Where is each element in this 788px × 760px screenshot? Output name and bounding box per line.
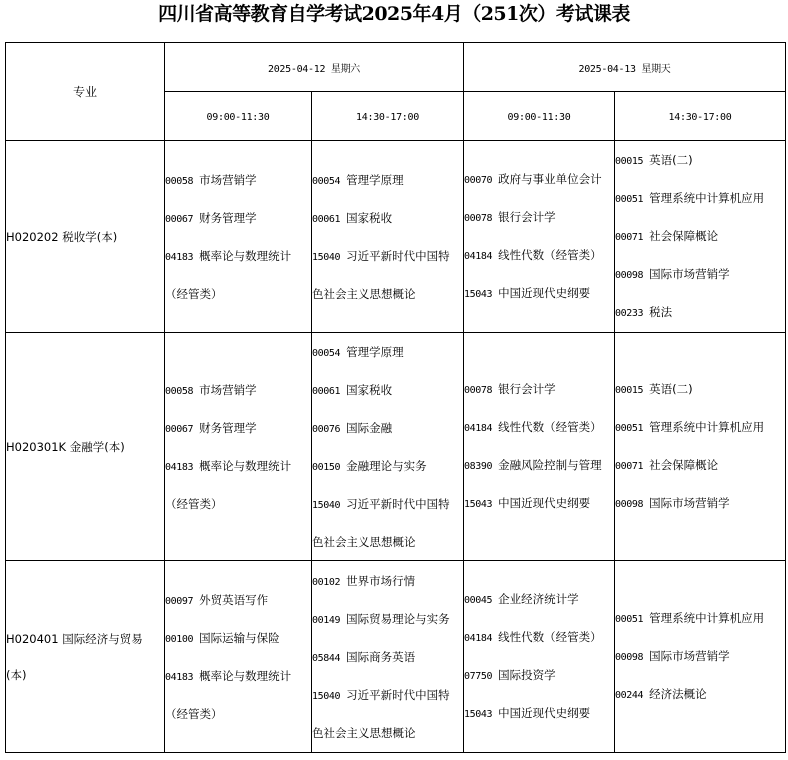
- course-name: 英语(二): [649, 381, 693, 396]
- course-name: 国际商务英语: [346, 649, 416, 664]
- course-name: 金融理论与实务: [346, 458, 427, 473]
- course-name: 管理学原理: [346, 344, 404, 359]
- course-code: 00071: [615, 231, 644, 243]
- course-item: [464, 275, 614, 313]
- course-item: [464, 619, 614, 657]
- course-code: 00067: [165, 213, 194, 225]
- course-name: 财务管理学: [199, 420, 257, 435]
- course-item: [165, 238, 311, 276]
- course-code: 00076: [312, 423, 341, 435]
- table-row: [6, 333, 786, 561]
- exam-slot-cell: [165, 141, 312, 333]
- course-name: 习近平新时代中国特: [346, 248, 450, 263]
- course-name: 国际金融: [346, 420, 393, 435]
- course-item: [615, 180, 785, 218]
- course-name: 国际贸易理论与实务: [346, 611, 450, 626]
- course-name: 概率论与数理统计: [199, 458, 292, 473]
- course-name: 社会保障概论: [649, 228, 719, 243]
- course-item: [464, 409, 614, 447]
- course-name-cont: （经管类）: [165, 496, 223, 511]
- course-item: [165, 162, 311, 200]
- exam-slot-cell: [165, 333, 312, 561]
- course-item: [464, 581, 614, 619]
- course-item: [615, 218, 785, 256]
- course-name: 企业经济统计学: [498, 591, 579, 606]
- course-item: [464, 447, 614, 485]
- course-item: [464, 657, 614, 695]
- course-item: [615, 676, 785, 714]
- major-name: H020202 税收学(本): [6, 229, 118, 244]
- course-item: [165, 200, 311, 238]
- exam-slot-cell: [165, 561, 312, 753]
- course-name: 概率论与数理统计: [199, 668, 292, 683]
- course-code: 00051: [615, 193, 644, 205]
- course-name: 习近平新时代中国特: [346, 687, 450, 702]
- course-name: 金融风险控制与管理: [498, 457, 602, 472]
- major-cell: [6, 561, 165, 753]
- course-code: 00098: [615, 651, 644, 663]
- course-name: 管理系统中计算机应用: [649, 190, 765, 205]
- course-name: 国家税收: [346, 382, 393, 397]
- course-code: 04183: [165, 671, 194, 683]
- course-name-cont: （经管类）: [165, 706, 223, 721]
- course-item: [312, 162, 463, 200]
- exam-slot-cell: [464, 333, 615, 561]
- course-item: [165, 410, 311, 448]
- major-cell: [6, 333, 165, 561]
- course-code: 00071: [615, 460, 644, 472]
- course-item: [615, 600, 785, 638]
- course-code: 00150: [312, 461, 341, 473]
- course-code: 04184: [464, 422, 493, 434]
- course-name: 中国近现代史纲要: [498, 285, 591, 300]
- course-item: [615, 409, 785, 447]
- course-code: 00078: [464, 384, 493, 396]
- course-item: [312, 563, 463, 601]
- course-name: 英语(二): [649, 152, 693, 167]
- exam-slot-cell: [464, 561, 615, 753]
- course-name: 市场营销学: [199, 172, 257, 187]
- slot-header: 09:00-11:30: [464, 92, 615, 141]
- course-item: [615, 256, 785, 294]
- course-item: [615, 371, 785, 409]
- course-name: 外贸英语写作: [199, 592, 269, 607]
- course-code: 00054: [312, 347, 341, 359]
- course-name: 概率论与数理统计: [199, 248, 292, 263]
- course-item: [312, 200, 463, 238]
- course-name: 国际市场营销学: [649, 648, 730, 663]
- course-code: 15040: [312, 690, 341, 702]
- slot-header: 09:00-11:30: [165, 92, 312, 141]
- course-code: 15043: [464, 708, 493, 720]
- course-code: 00051: [615, 422, 644, 434]
- course-item: [312, 372, 463, 410]
- course-item: [615, 447, 785, 485]
- course-item: [312, 486, 463, 524]
- course-code: 00098: [615, 498, 644, 510]
- course-code: 04183: [165, 251, 194, 263]
- course-code: 07750: [464, 670, 493, 682]
- course-item: [464, 199, 614, 237]
- course-name: 世界市场行情: [346, 573, 416, 588]
- course-name: 国际市场营销学: [649, 266, 730, 281]
- course-item: [615, 638, 785, 676]
- course-item: [165, 658, 311, 696]
- course-name: 银行会计学: [498, 209, 556, 224]
- course-name: 习近平新时代中国特: [346, 496, 450, 511]
- course-code: 04184: [464, 250, 493, 262]
- course-name-cont: （经管类）: [165, 286, 223, 301]
- exam-slot-cell: [464, 141, 615, 333]
- course-code: 00061: [312, 385, 341, 397]
- course-name: 财务管理学: [199, 210, 257, 225]
- course-code: 00015: [615, 384, 644, 396]
- course-name-cont: 色社会主义思想概论: [312, 534, 416, 549]
- slot-header: 14:30-17:00: [312, 92, 464, 141]
- course-item: [464, 237, 614, 275]
- course-code: 00058: [165, 385, 194, 397]
- course-code: 00102: [312, 576, 341, 588]
- course-item: [312, 448, 463, 486]
- course-name: 政府与事业单位会计: [498, 171, 602, 186]
- course-item: [312, 238, 463, 276]
- course-code: 00015: [615, 155, 644, 167]
- course-name: 银行会计学: [498, 381, 556, 396]
- course-name: 社会保障概论: [649, 457, 719, 472]
- course-item: [464, 371, 614, 409]
- course-item: [615, 294, 785, 332]
- exam-slot-cell: [615, 333, 786, 561]
- course-name: 经济法概论: [649, 686, 707, 701]
- course-code: 00070: [464, 174, 493, 186]
- major-column-header: 专业: [6, 43, 165, 141]
- course-name: 中国近现代史纲要: [498, 705, 591, 720]
- course-code: 00045: [464, 594, 493, 606]
- major-name: H020301K 金融学(本): [6, 439, 125, 454]
- course-name-cont: 色社会主义思想概论: [312, 725, 416, 740]
- course-name: 市场营销学: [199, 382, 257, 397]
- course-code: 00149: [312, 614, 341, 626]
- course-code: 04183: [165, 461, 194, 473]
- course-code: 00078: [464, 212, 493, 224]
- course-item: [464, 161, 614, 199]
- exam-slot-cell: [312, 333, 464, 561]
- exam-slot-cell: [312, 561, 464, 753]
- course-item: [615, 142, 785, 180]
- course-name: 线性代数（经管类）: [498, 629, 602, 644]
- course-code: 00098: [615, 269, 644, 281]
- course-code: 15040: [312, 251, 341, 263]
- course-name: 管理系统中计算机应用: [649, 419, 765, 434]
- course-code: 00100: [165, 633, 194, 645]
- course-name: 线性代数（经管类）: [498, 247, 602, 262]
- exam-slot-cell: [615, 561, 786, 753]
- course-item: [165, 582, 311, 620]
- course-item: [165, 620, 311, 658]
- exam-schedule-table: [5, 42, 786, 753]
- course-name: 管理系统中计算机应用: [649, 610, 765, 625]
- course-code: 00061: [312, 213, 341, 225]
- table-row: [6, 141, 786, 333]
- course-item: [464, 485, 614, 523]
- course-item: [312, 677, 463, 715]
- course-code: 00058: [165, 175, 194, 187]
- course-item: [165, 372, 311, 410]
- course-name: 国际运输与保险: [199, 630, 280, 645]
- major-name: H020401 国际经济与贸易: [6, 631, 143, 646]
- course-name: 国际投资学: [498, 667, 556, 682]
- course-code: 00097: [165, 595, 194, 607]
- course-name: 税法: [649, 304, 673, 319]
- course-code: 00054: [312, 175, 341, 187]
- table-row: [6, 561, 786, 753]
- course-code: 05844: [312, 652, 341, 664]
- exam-slot-cell: [312, 141, 464, 333]
- course-item: [464, 695, 614, 733]
- course-name: 线性代数（经管类）: [498, 419, 602, 434]
- course-item: [165, 448, 311, 486]
- course-code: 00051: [615, 613, 644, 625]
- course-code: 08390: [464, 460, 493, 472]
- day-header-2: 2025-04-13 星期天: [464, 43, 786, 92]
- course-code: 00233: [615, 307, 644, 319]
- course-name: 国际市场营销学: [649, 495, 730, 510]
- course-name: 管理学原理: [346, 172, 404, 187]
- course-item: [312, 601, 463, 639]
- course-name: 中国近现代史纲要: [498, 495, 591, 510]
- major-name-cont: (本): [6, 667, 27, 682]
- course-name: 国家税收: [346, 210, 393, 225]
- course-item: [312, 410, 463, 448]
- course-code: 15040: [312, 499, 341, 511]
- course-code: 04184: [464, 632, 493, 644]
- course-item: [312, 334, 463, 372]
- course-item: [312, 639, 463, 677]
- exam-slot-cell: [615, 141, 786, 333]
- course-name-cont: 色社会主义思想概论: [312, 286, 416, 301]
- course-code: 00067: [165, 423, 194, 435]
- course-item: [615, 485, 785, 523]
- slot-header: 14:30-17:00: [615, 92, 786, 141]
- day-header-1: 2025-04-12 星期六: [165, 43, 464, 92]
- course-code: 15043: [464, 498, 493, 510]
- major-cell: [6, 141, 165, 333]
- course-code: 00244: [615, 689, 644, 701]
- course-code: 15043: [464, 288, 493, 300]
- page-title: 四川省高等教育自学考试2025年4月（251次）考试课表: [158, 3, 630, 25]
